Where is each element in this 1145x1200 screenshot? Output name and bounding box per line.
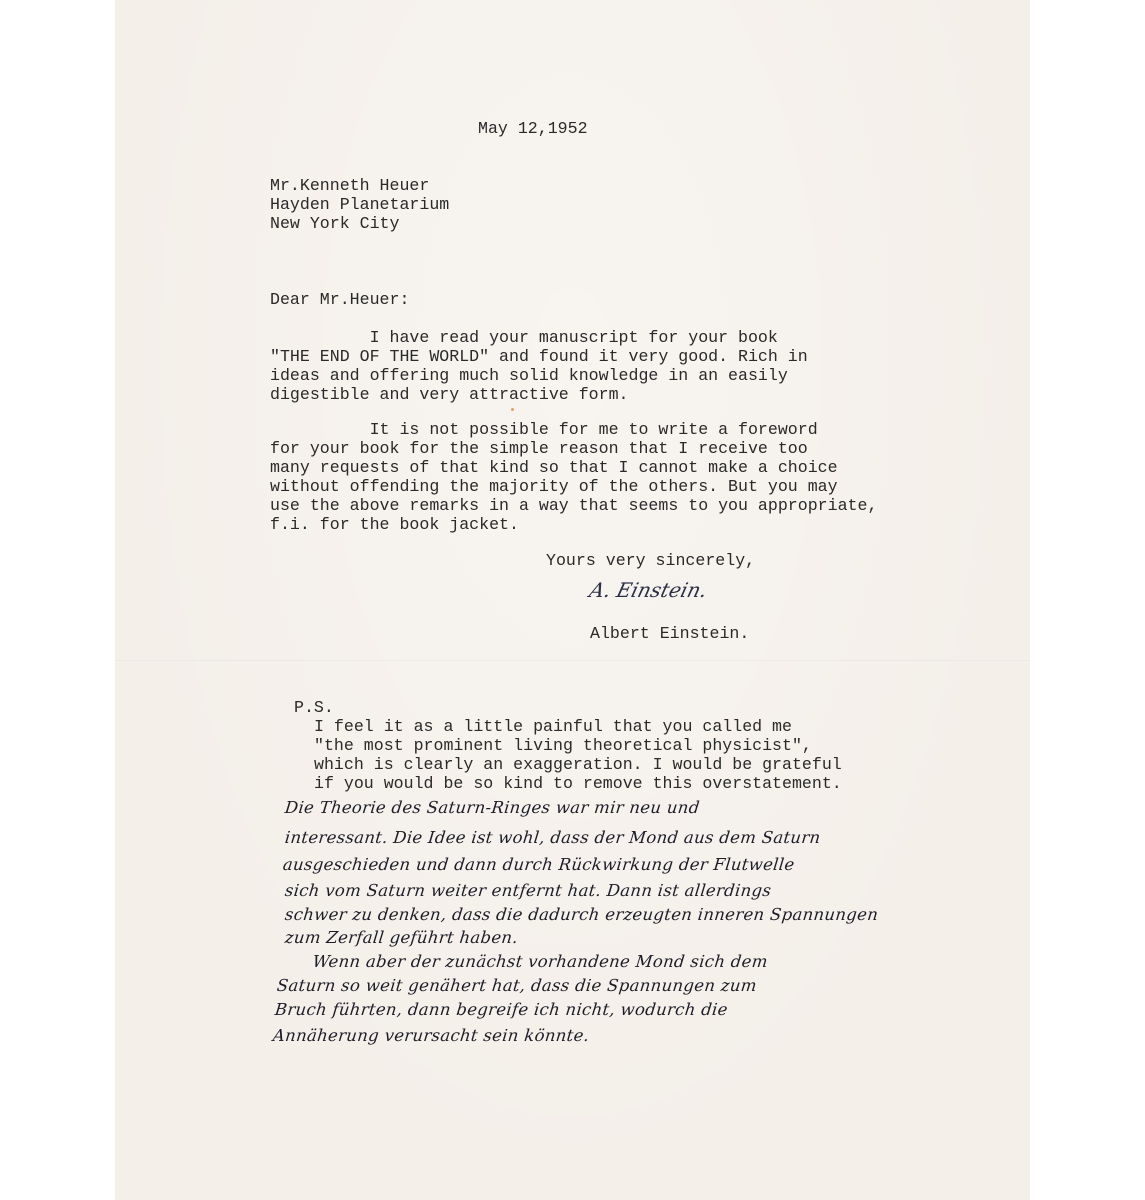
handwritten-signature: A. Einstein. [587, 578, 710, 602]
handwritten-line: ausgeschieden und dann durch Rückwirkung der Flutwelle [282, 855, 796, 874]
letter-date: May 12,1952 [478, 119, 588, 138]
handwritten-line: Die Theorie des Saturn-Ringes war mir neu und [284, 798, 701, 817]
paragraph-line: digestible and very attractive form. [270, 385, 629, 404]
letter-page [115, 0, 1030, 1200]
paragraph-line: It is not possible for me to write a foreword [270, 420, 818, 439]
handwritten-line: zum Zerfall geführt haben. [284, 928, 519, 947]
paper-fold [115, 660, 1030, 662]
handwritten-line: sich vom Saturn weiter entfernt hat. Dann ist allerdings [284, 881, 773, 900]
recipient-organization: Hayden Planetarium [270, 195, 450, 214]
paragraph-line: without offending the majority of the others. But you may [270, 477, 838, 496]
paragraph-line: many requests of that kind so that I cannot make a choice [270, 458, 838, 477]
postscript-line: "the most prominent living theoretical physicist", [314, 736, 812, 755]
handwritten-line: interessant. Die Idee ist wohl, dass der Mond aus dem Saturn [284, 828, 822, 847]
postscript-line: if you would be so kind to remove this overstatement. [314, 774, 842, 793]
recipient-name: Mr.Kenneth Heuer [270, 176, 430, 195]
handwritten-line: Saturn so weit genähert hat, dass die Spannungen zum [276, 976, 758, 995]
handwritten-line: schwer zu denken, dass die dadurch erzeugten inneren Spannungen [284, 905, 880, 924]
handwritten-line: Wenn aber der zunächst vorhandene Mond sich dem [284, 952, 769, 971]
paragraph-line: for your book for the simple reason that I receive too [270, 439, 808, 458]
postscript-line: I feel it as a little painful that you called me [314, 717, 792, 736]
paragraph-line: f.i. for the book jacket. [270, 515, 519, 534]
paragraph-line: I have read your manuscript for your book [270, 328, 778, 347]
recipient-city: New York City [270, 214, 400, 233]
handwritten-line: Bruch führten, dann begreife ich nicht, wodurch die [274, 1000, 729, 1019]
closing: Yours very sincerely, [546, 551, 756, 570]
paper-speck [511, 408, 514, 411]
paragraph-line: ideas and offering much solid knowledge in an easily [270, 366, 788, 385]
postscript-line: which is clearly an exaggeration. I would be grateful [314, 755, 842, 774]
postscript-label: P.S. [294, 698, 334, 717]
salutation: Dear Mr.Heuer: [270, 290, 410, 309]
paragraph-line: "THE END OF THE WORLD" and found it very good. Rich in [270, 347, 808, 366]
handwritten-line: Annäherung verursacht sein könnte. [272, 1026, 591, 1045]
paragraph-line: use the above remarks in a way that seems to you appropriate, [270, 496, 878, 515]
typed-signature: Albert Einstein. [590, 624, 750, 643]
